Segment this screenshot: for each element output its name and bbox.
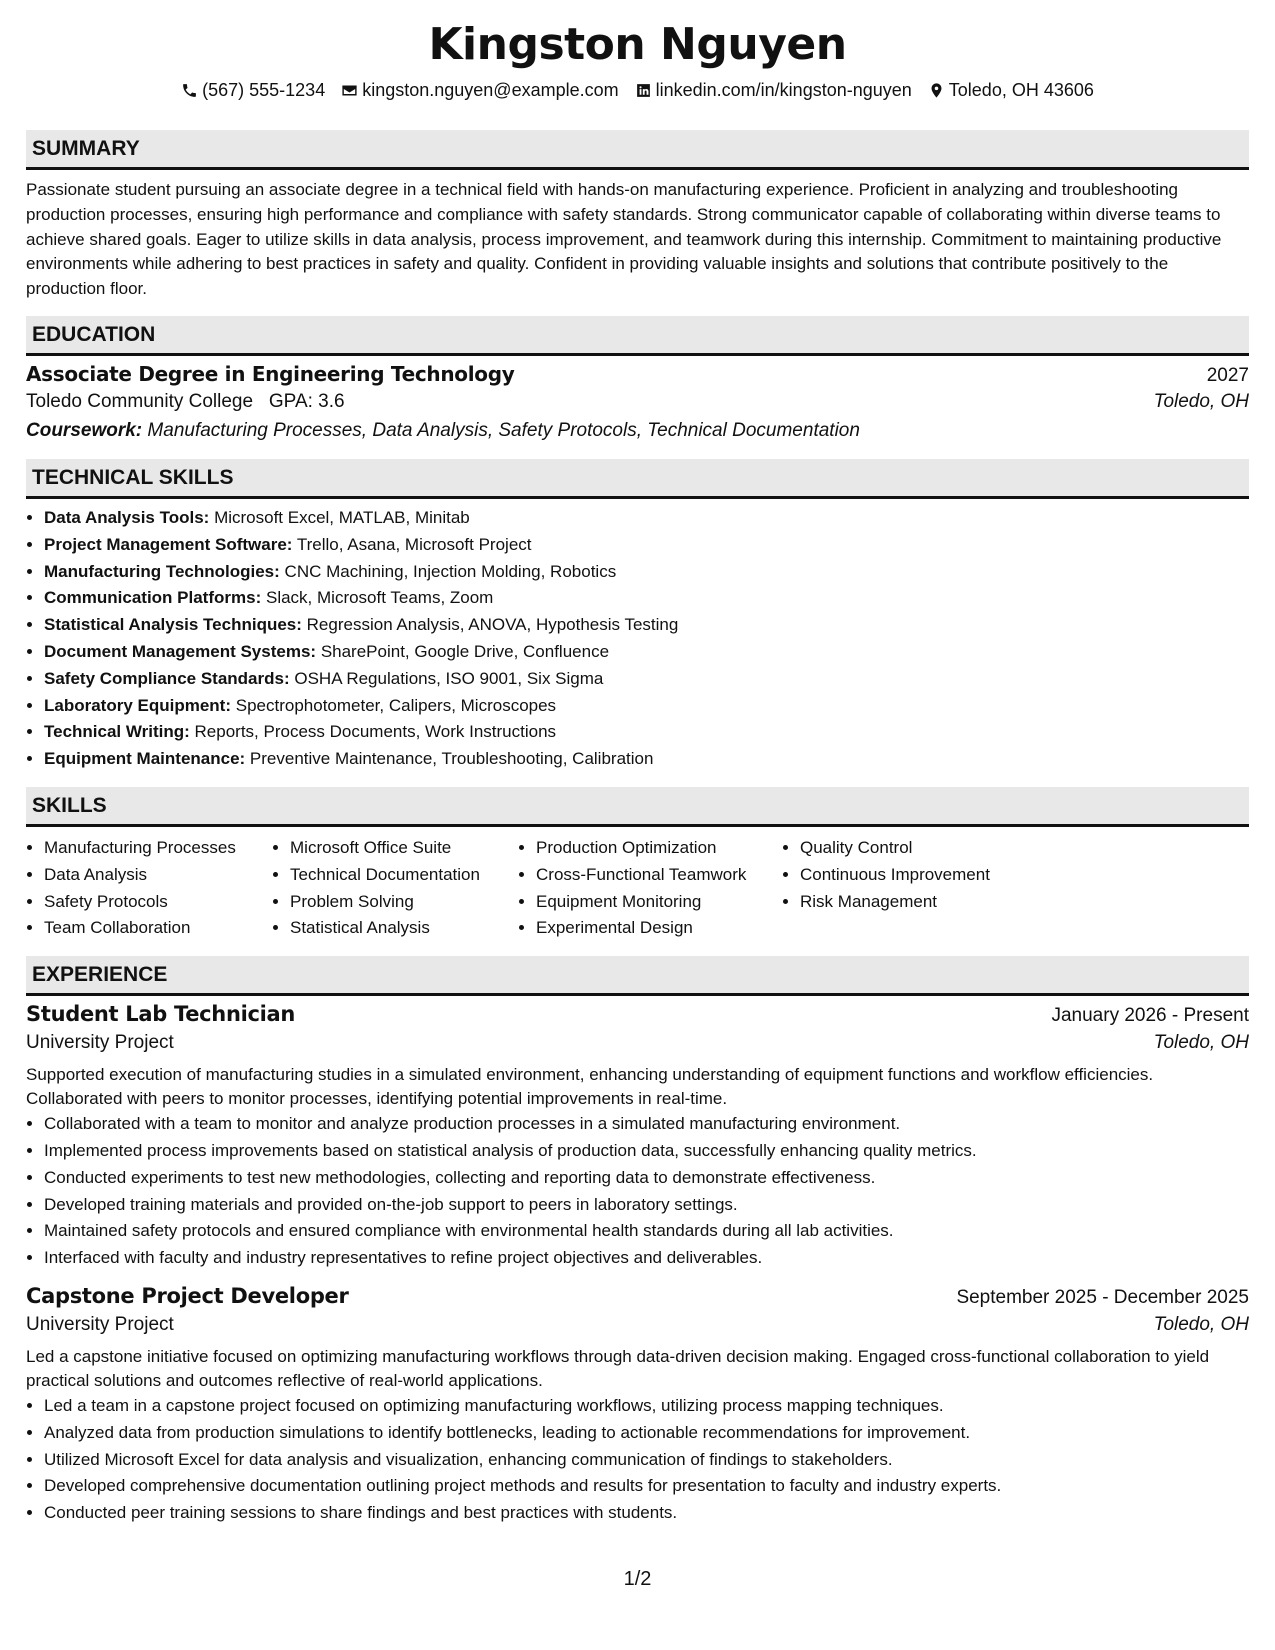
job-description: Supported execution of manufacturing studies in a simulated environment, enhancing understanding of equipment functions and workflow efficiencies. Collaborated with peers to monitor processes, identifying potential improvements in real-time. bbox=[26, 1065, 1154, 1109]
job-description: Led a capstone initiative focused on optimizing manufacturing workflows through data-driven decision making. Engaged cross-functional collaboration to yield practical solutions and outcomes reflective of real-world applications. bbox=[26, 1346, 1210, 1390]
technical-skill-label: Data Analysis Tools: bbox=[44, 507, 210, 527]
experience-heading: EXPERIENCE bbox=[26, 956, 1249, 996]
job-bullet: • Utilized Microsoft Excel for data analysis and visualization, enhancing communication of findings to stakeholders. bbox=[44, 1447, 1249, 1474]
technical-skill-item bbox=[44, 639, 1249, 666]
technical-skills-heading: TECHNICAL SKILLS bbox=[26, 459, 1249, 499]
job-bullets bbox=[26, 1393, 1249, 1527]
skill-item: • Quality Control bbox=[800, 835, 1082, 862]
technical-skill-value: Trello, Asana, Microsoft Project bbox=[296, 534, 532, 554]
skill-item: • Microsoft Office Suite bbox=[290, 835, 518, 862]
skill-item: • Production Optimization bbox=[536, 835, 782, 862]
skill-item: • Statistical Analysis bbox=[290, 915, 518, 942]
job-bullet: • Developed comprehensive documentation outlining project methods and results for presentation to faculty and industry experts. bbox=[44, 1473, 1249, 1500]
technical-skill-value: OSHA Regulations, ISO 9001, Six Sigma bbox=[294, 668, 604, 688]
job-title: Student Lab Technician bbox=[26, 1002, 296, 1027]
phone-icon bbox=[181, 82, 198, 99]
envelope-icon bbox=[341, 82, 358, 99]
school-name: Toledo Community College bbox=[26, 390, 254, 412]
job-bullet: • Maintained safety protocols and ensured compliance with environmental health standards during all lab activities. bbox=[44, 1218, 1249, 1245]
skill-item: • Equipment Monitoring bbox=[536, 889, 782, 916]
job-bullet: • Conducted peer training sessions to share findings and best practices with students. bbox=[44, 1500, 1249, 1527]
coursework-list: Manufacturing Processes, Data Analysis, Safety Protocols, Technical Documentation bbox=[147, 419, 860, 441]
job-title: Capstone Project Developer bbox=[26, 1283, 349, 1308]
summary-text: Passionate student pursuing an associate degree in a technical field with hands-on manufacturing experience. Proficient in analyzing and troubleshooting production processes, ensuring high performance and compliance with safety standards. Strong communicator capable of collaborating within diverse teams to achieve shared goals. Eager to utilize skills in data analysis, process improvement, and teamwork during this internship. Commitment to maintaining productive environments while adhering to best practices in safety and quality. Confident in providing valuable insights and solutions that contribute positively to the production floor. bbox=[26, 180, 1222, 299]
technical-skill-label: Communication Platforms: bbox=[44, 588, 262, 608]
job-bullet: • Led a team in a capstone project focused on optimizing manufacturing workflows, utilizing process mapping techniques. bbox=[44, 1393, 1249, 1420]
job-bullet: • Implemented process improvements based on statistical analysis of production data, successfully enhancing quality metrics. bbox=[44, 1138, 1249, 1165]
skill-item: • Data Analysis bbox=[44, 862, 272, 889]
technical-skill-item bbox=[44, 532, 1249, 559]
job-bullet: • Collaborated with a team to monitor and analyze production processes in a simulated manufacturing environment. bbox=[44, 1111, 1249, 1138]
technical-skill-value: Preventive Maintenance, Troubleshooting, Calibration bbox=[249, 749, 654, 769]
technical-skill-label: Manufacturing Technologies: bbox=[44, 561, 280, 581]
technical-skill-item bbox=[44, 559, 1249, 586]
candidate-name: Kingston Nguyen bbox=[428, 19, 847, 70]
job-organization: University Project bbox=[26, 1032, 174, 1054]
skill-item: • Technical Documentation bbox=[290, 862, 518, 889]
coursework-label: Coursework: bbox=[26, 419, 143, 441]
technical-skill-value: SharePoint, Google Drive, Confluence bbox=[320, 641, 610, 661]
degree-title: Associate Degree in Engineering Technology bbox=[26, 361, 515, 386]
technical-skills-list bbox=[26, 505, 1249, 773]
contact-location bbox=[928, 78, 1094, 102]
education-heading: EDUCATION bbox=[26, 316, 1249, 356]
technical-skill-label: Laboratory Equipment: bbox=[44, 695, 232, 715]
job-entry bbox=[26, 1284, 1249, 1527]
job-bullets bbox=[26, 1111, 1249, 1272]
contact-linkedin[interactable] bbox=[635, 78, 912, 102]
job-bullet: • Analyzed data from production simulations to identify bottlenecks, leading to actionable recommendations for improvement. bbox=[44, 1420, 1249, 1447]
map-pin-icon bbox=[928, 82, 945, 99]
technical-skill-label: Project Management Software: bbox=[44, 534, 293, 554]
technical-skill-item bbox=[44, 505, 1249, 532]
skill-item: • Continuous Improvement bbox=[800, 862, 1082, 889]
summary-heading: SUMMARY bbox=[26, 130, 1249, 170]
technical-skill-label: Document Management Systems: bbox=[44, 641, 317, 661]
skills-column bbox=[782, 835, 1082, 942]
coursework bbox=[26, 416, 1249, 445]
skills-column bbox=[272, 835, 518, 942]
skills-grid bbox=[26, 835, 1249, 942]
email-text: kingston.nguyen@example.com bbox=[362, 80, 619, 100]
job-dates: September 2025 - December 2025 bbox=[956, 1286, 1249, 1308]
phone-text: (567) 555-1234 bbox=[202, 80, 326, 100]
job-bullet: • Interfaced with faculty and industry representatives to refine project objectives and deliverables. bbox=[44, 1245, 1249, 1272]
job-dates: January 2026 - Present bbox=[1051, 1005, 1249, 1027]
technical-skill-label: Technical Writing: bbox=[44, 722, 190, 742]
technical-skill-item bbox=[44, 719, 1249, 746]
skill-item: • Problem Solving bbox=[290, 889, 518, 916]
technical-skill-value: Reports, Process Documents, Work Instructions bbox=[194, 722, 557, 742]
graduation-year: 2027 bbox=[1206, 364, 1249, 386]
skill-item: • Manufacturing Processes bbox=[44, 835, 272, 862]
skills-heading: SKILLS bbox=[26, 787, 1249, 827]
contact-email[interactable] bbox=[341, 78, 618, 102]
location-text: Toledo, OH 43606 bbox=[948, 80, 1094, 100]
technical-skill-item bbox=[44, 746, 1249, 773]
skill-item: • Safety Protocols bbox=[44, 889, 272, 916]
technical-skill-item bbox=[44, 585, 1249, 612]
technical-skill-label: Equipment Maintenance: bbox=[44, 749, 246, 769]
contact-bar bbox=[26, 78, 1249, 102]
education-entry bbox=[26, 362, 1249, 445]
resume-page bbox=[26, 18, 1249, 1527]
technical-skill-value: Regression Analysis, ANOVA, Hypothesis Testing bbox=[306, 615, 679, 635]
technical-skill-value: Slack, Microsoft Teams, Zoom bbox=[265, 588, 494, 608]
job-location: Toledo, OH bbox=[1153, 1313, 1249, 1335]
skill-item: • Experimental Design bbox=[536, 915, 782, 942]
job-entry bbox=[26, 1002, 1249, 1272]
technical-skill-item bbox=[44, 666, 1249, 693]
skills-column bbox=[26, 835, 272, 942]
technical-skill-item bbox=[44, 693, 1249, 720]
job-organization: University Project bbox=[26, 1313, 174, 1335]
technical-skill-value: Microsoft Excel, MATLAB, Minitab bbox=[214, 507, 470, 527]
technical-skill-item bbox=[44, 612, 1249, 639]
technical-skill-value: Spectrophotometer, Calipers, Microscopes bbox=[235, 695, 557, 715]
skill-item: • Risk Management bbox=[800, 889, 1082, 916]
skill-item: • Team Collaboration bbox=[44, 915, 272, 942]
gpa: GPA: 3.6 bbox=[268, 390, 345, 412]
experience-list bbox=[26, 1002, 1249, 1527]
technical-skill-label: Safety Compliance Standards: bbox=[44, 668, 290, 688]
job-location: Toledo, OH bbox=[1153, 1032, 1249, 1054]
school-location: Toledo, OH bbox=[1153, 390, 1249, 412]
linkedin-text: linkedin.com/in/kingston-nguyen bbox=[655, 80, 912, 100]
technical-skill-label: Statistical Analysis Techniques: bbox=[44, 615, 302, 635]
page-number: 1/2 bbox=[623, 1568, 652, 1590]
skill-item: • Cross-Functional Teamwork bbox=[536, 862, 782, 889]
linkedin-icon bbox=[635, 82, 652, 99]
contact-phone[interactable] bbox=[181, 78, 325, 102]
job-bullet: • Developed training materials and provided on-the-job support to peers in laboratory settings. bbox=[44, 1192, 1249, 1219]
job-bullet: • Conducted experiments to test new methodologies, collecting and reporting data to demonstrate effectiveness. bbox=[44, 1165, 1249, 1192]
skills-column bbox=[518, 835, 782, 942]
technical-skill-value: CNC Machining, Injection Molding, Robotics bbox=[284, 561, 617, 581]
